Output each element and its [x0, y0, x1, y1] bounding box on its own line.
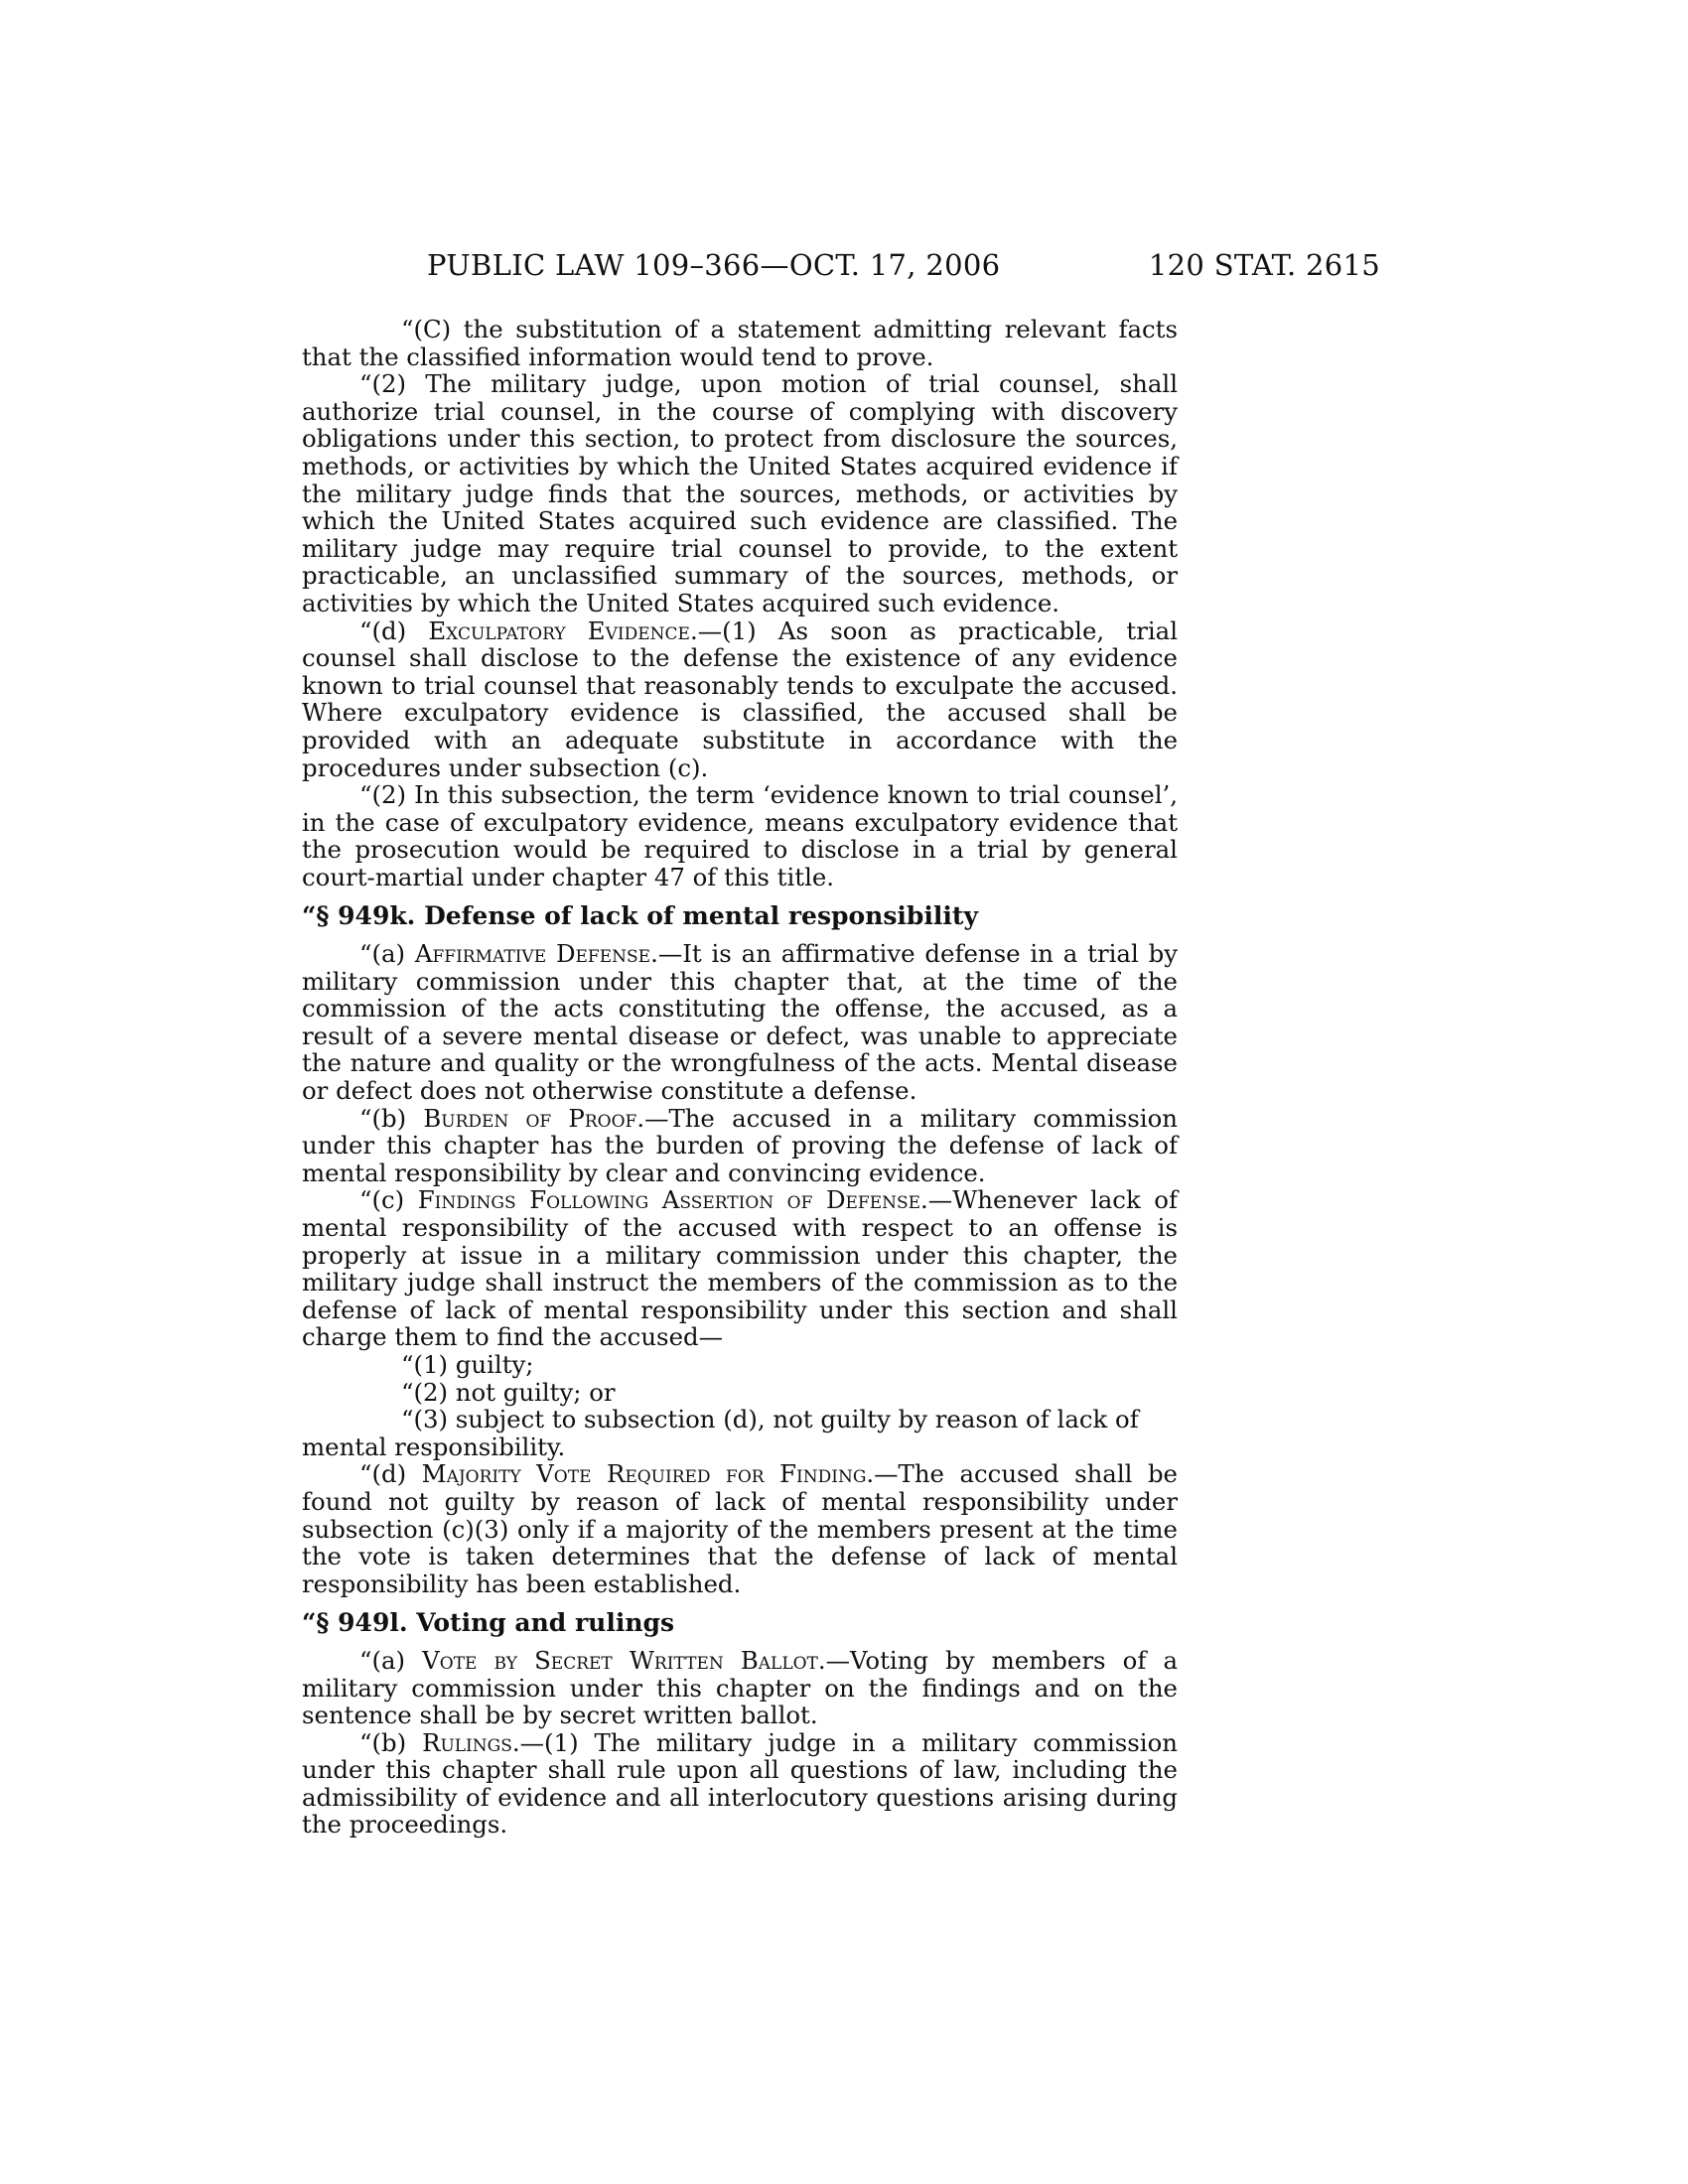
prefix: “(d)	[359, 1459, 422, 1489]
text: .—It is an affirmative defense in a trial by military commission under this chapter that, at the time of the commission of the acts constituting the offense, the accused, as a result of a severe mental disease or defect, was unable to appreciate the nature and quality or the wrongfulness of the acts. Mental disease or defect does not otherwise constitute a defense.	[302, 939, 1178, 1106]
text: .—The accused shall be found not guilty by reason of lack of mental responsibility under subsection (c)(3) only if a majority of the members present at the time the vote is taken determines that the defense of lack of mental responsibility has been established.	[302, 1459, 1178, 1598]
section-heading-949l: “§ 949l. Voting and rulings	[302, 1608, 675, 1638]
running-header	[427, 248, 1380, 288]
text: .—Whenever lack of mental responsibility of the accused with respect to an offense is properly at issue in a military commission under this chapter, the military judge shall instruct the members of the commission as to the defense of lack of mental responsibility under this section and shall charge them to find the accused—	[302, 1185, 1178, 1352]
list-item-not-guilty: “(2) not guilty; or	[401, 1377, 616, 1407]
paragraph-949k-a	[302, 940, 1178, 1105]
text: .—Voting by members of a military commission under this chapter on the findings and on the sentence shall be by secret written ballot.	[302, 1645, 1178, 1730]
paragraph-c-substitution: “(C) the substitution of a statement admitting relevant facts that the classified information would tend to prove.	[302, 315, 1178, 371]
section-caption: Rulings	[422, 1727, 512, 1757]
paragraph-949l-a	[302, 1647, 1178, 1729]
paragraph-949k-b	[302, 1105, 1178, 1187]
paragraph-949k-d	[302, 1460, 1178, 1597]
section-heading-949k: “§ 949k. Defense of lack of mental responsibility	[302, 901, 978, 931]
prefix: “(b)	[359, 1103, 424, 1133]
section-caption: Exculpatory Evidence	[428, 615, 690, 645]
paragraph-2-sources-methods: “(2) The military judge, upon motion of trial counsel, shall authorize trial counsel, in the course of complying with discovery obligations under this section, to protect from disclosure the sources, methods, or activities by which the United States acquired evidence if the military judge finds that the sources, methods, or activities by which the United States acquired such evidence are classified. The military judge may require trial counsel to provide, to the extent practicable, an unclassified summary of the sources, methods, or activities by which the United States acquired such evidence.	[302, 369, 1178, 617]
prefix: “(d)	[359, 615, 429, 645]
header-stat-page: 120 STAT. 2615	[1148, 248, 1380, 282]
section-caption: Burden of Proof	[423, 1103, 637, 1133]
prefix: “(c)	[359, 1185, 418, 1215]
paragraph-d2-definition: “(2) In this subsection, the term ‘evidence known to trial counsel’, in the case of exculpatory evidence, means exculpatory evidence that the prosecution would be required to disclose in a trial by general court-martial under chapter 47 of this title.	[302, 780, 1178, 891]
paragraph-d-exculpatory-evidence	[302, 617, 1178, 782]
paragraph-949k-c	[302, 1186, 1178, 1351]
section-caption: Vote by Secret Written Ballot	[422, 1645, 818, 1675]
document-body	[302, 316, 1178, 1839]
text: .—(1) As soon as practicable, trial counsel shall disclose to the defense the existence of any evidence known to trial counsel that reasonably tends to exculpate the accused. Where exculpatory evidence is classified, the accused shall be provided with an adequate substitute in accordance with the procedures under subsection (c).	[302, 615, 1178, 782]
section-caption: Affirmative Defense	[414, 939, 651, 969]
text: .—The accused in a military commission under this chapter has the burden of proving the defense of lack of mental responsibility by clear and convincing evidence.	[302, 1103, 1178, 1187]
prefix: “(a)	[359, 1645, 423, 1675]
header-law-citation: PUBLIC LAW 109–366—OCT. 17, 2006	[427, 248, 1001, 282]
list-item-guilty: “(1) guilty;	[401, 1349, 534, 1379]
prefix: “(a)	[359, 939, 415, 969]
section-caption: Findings Following Assertion of Defense	[417, 1185, 921, 1215]
list-item-not-guilty-by-reason: “(3) subject to subsection (d), not guilty by reason of lack of mental responsibility.	[302, 1405, 1139, 1461]
text: .—(1) The military judge in a military commission under this chapter shall rule upon all questions of law, including the admissibility of evidence and all interlocutory questions arising during the proceedings.	[302, 1727, 1178, 1840]
section-caption: Majority Vote Required for Finding	[421, 1459, 867, 1489]
paragraph-949l-b	[302, 1729, 1178, 1839]
prefix: “(b)	[359, 1727, 423, 1757]
